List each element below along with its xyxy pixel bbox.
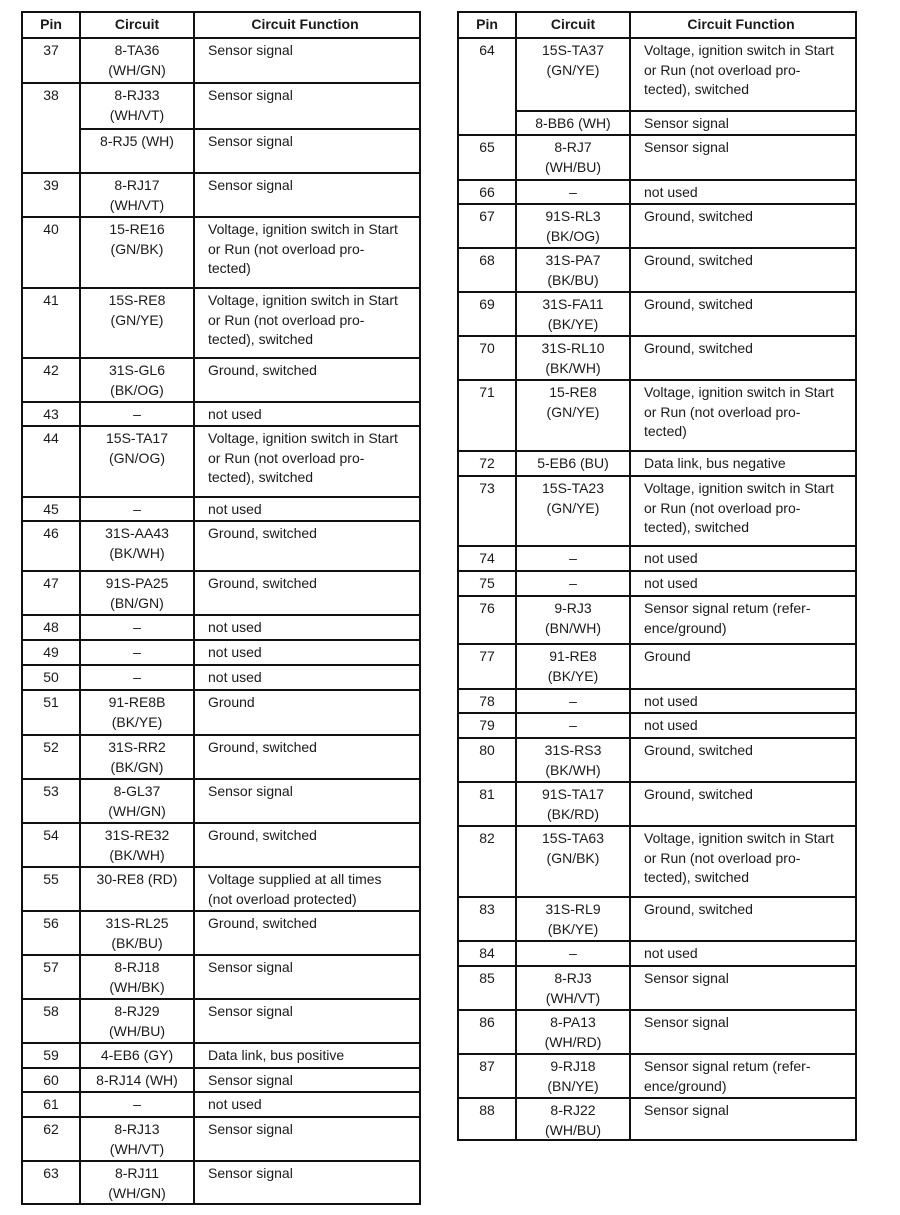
table-row xyxy=(459,1097,855,1139)
header-circuit-function: Circuit Function xyxy=(251,16,359,32)
table-row xyxy=(459,896,855,940)
circuit-code: 15S-TA63 (GN/BK) xyxy=(517,827,631,896)
circuit-function: Sensor signal xyxy=(644,970,729,986)
circuit-code: – xyxy=(517,572,631,595)
pin-number: 62 xyxy=(23,1118,81,1160)
header-pin: Pin xyxy=(23,13,81,37)
pin-number: 38 xyxy=(23,84,81,172)
pin-number: 76 xyxy=(459,597,517,643)
circuit-code: 8-GL37 (WH/GN) xyxy=(81,780,195,822)
circuit-function: Ground, switched xyxy=(208,915,317,931)
pin-number: 49 xyxy=(23,641,81,664)
pin-number: 67 xyxy=(459,205,517,247)
circuit-function: not used xyxy=(208,406,262,422)
circuit-function: Voltage, ignition switch in Start or Run (not overload pro- tected), switched xyxy=(208,430,398,485)
circuit-function: Data link, bus positive xyxy=(208,1047,345,1063)
circuit-code: 91-RE8B (BK/YE) xyxy=(81,691,195,734)
table-row xyxy=(459,688,855,712)
circuit-function: Sensor signal xyxy=(644,1102,729,1118)
circuit-function: not used xyxy=(208,501,262,517)
pin-number: 53 xyxy=(23,780,81,822)
circuit-code: 15S-RE8 (GN/YE) xyxy=(81,289,195,357)
pin-number: 59 xyxy=(23,1044,81,1067)
table-row xyxy=(459,643,855,688)
pin-number: 79 xyxy=(459,714,517,737)
circuit-function: Sensor signal xyxy=(208,177,293,193)
circuit-function: Sensor signal xyxy=(208,42,293,58)
circuit-function: not used xyxy=(644,717,698,733)
table-row xyxy=(459,203,855,247)
pin-number: 73 xyxy=(459,477,517,545)
pin-table-right xyxy=(457,11,857,1141)
circuit-code: 15S-TA37 (GN/YE) xyxy=(517,39,631,110)
circuit-function: not used xyxy=(644,693,698,709)
circuit-function: Ground, switched xyxy=(644,340,753,356)
circuit-function: Sensor signal xyxy=(208,1121,293,1137)
table-row xyxy=(459,965,855,1009)
circuit-code: 91-RE8 (BK/YE) xyxy=(517,645,631,688)
circuit-function: Sensor signal xyxy=(208,87,293,103)
circuit-subrow xyxy=(81,128,419,172)
pin-number: 41 xyxy=(23,289,81,357)
pin-table-left xyxy=(21,11,421,1205)
table-row xyxy=(23,998,419,1042)
table-row xyxy=(23,1116,419,1160)
pin-number: 72 xyxy=(459,452,517,475)
pin-number: 39 xyxy=(23,174,81,216)
circuit-code: 31S-RE32 (BK/WH) xyxy=(81,824,195,866)
circuit-function: not used xyxy=(208,669,262,685)
circuit-function: Sensor signal xyxy=(208,1072,293,1088)
header-circuit-function: Circuit Function xyxy=(687,16,795,32)
pin-number: 88 xyxy=(459,1099,517,1139)
table-row xyxy=(23,570,419,614)
circuit-code: 8-RJ29 (WH/BU) xyxy=(81,1000,195,1042)
pin-number: 69 xyxy=(459,293,517,335)
circuit-code: 8-RJ11 (WH/GN) xyxy=(81,1162,195,1203)
circuit-code: 4-EB6 (GY) xyxy=(81,1044,195,1067)
pin-number: 47 xyxy=(23,572,81,614)
circuit-code: 5-EB6 (BU) xyxy=(517,452,631,475)
pin-number: 54 xyxy=(23,824,81,866)
pin-number: 70 xyxy=(459,337,517,379)
table-row xyxy=(23,1042,419,1067)
circuit-code: 8-PA13 (WH/RD) xyxy=(517,1011,631,1053)
table-header xyxy=(459,13,855,37)
circuit-code: – xyxy=(81,616,195,639)
pin-number: 75 xyxy=(459,572,517,595)
table-row xyxy=(23,287,419,357)
circuit-code: 31S-RL10 (BK/WH) xyxy=(517,337,631,379)
circuit-function: not used xyxy=(208,644,262,660)
pin-number: 77 xyxy=(459,645,517,688)
pin-number: 61 xyxy=(23,1093,81,1116)
circuit-code: 31S-RR2 (BK/GN) xyxy=(81,736,195,778)
circuit-code: 31S-FA11 (BK/YE) xyxy=(517,293,631,335)
circuit-code: – xyxy=(81,641,195,664)
circuit-function: not used xyxy=(644,184,698,200)
pin-number: 43 xyxy=(23,403,81,425)
table-row xyxy=(23,778,419,822)
circuit-function: Ground, switched xyxy=(644,901,753,917)
pin-number: 63 xyxy=(23,1162,81,1203)
circuit-code: 31S-RL25 (BK/BU) xyxy=(81,912,195,954)
circuit-subrow xyxy=(517,110,855,134)
table-row xyxy=(23,37,419,82)
table-row xyxy=(23,82,419,172)
pin-number: 85 xyxy=(459,967,517,1009)
circuit-code: 15S-TA17 (GN/OG) xyxy=(81,427,195,496)
circuit-code: – xyxy=(81,403,195,425)
circuit-function: Voltage, ignition switch in Start or Run (not overload pro- tected), switched xyxy=(208,292,398,347)
table-row xyxy=(459,712,855,737)
circuit-function: Ground, switched xyxy=(644,786,753,802)
pin-number: 84 xyxy=(459,942,517,965)
circuit-code: 91S-PA25 (BN/GN) xyxy=(81,572,195,614)
pin-number: 51 xyxy=(23,691,81,734)
circuit-code: 8-RJ22 (WH/BU) xyxy=(517,1099,631,1139)
circuit-code: – xyxy=(517,942,631,965)
pin-number: 60 xyxy=(23,1069,81,1091)
circuit-function: Voltage supplied at all times (not overload protected) xyxy=(208,871,382,907)
table-row xyxy=(23,401,419,425)
circuit-function: Ground, switched xyxy=(644,742,753,758)
circuit-function: Sensor signal xyxy=(208,133,293,149)
table-row xyxy=(459,825,855,896)
circuit-code: 91S-TA17 (BK/RD) xyxy=(517,783,631,825)
table-row xyxy=(459,940,855,965)
circuit-code: 8-TA36 (WH/GN) xyxy=(81,39,195,82)
circuit-code: – xyxy=(517,714,631,737)
circuit-code: 31S-AA43 (BK/WH) xyxy=(81,522,195,570)
table-row xyxy=(23,866,419,910)
circuit-code: 15S-TA23 (GN/YE) xyxy=(517,477,631,545)
circuit-code: 31S-RS3 (BK/WH) xyxy=(517,739,631,781)
circuit-code: 31S-RL9 (BK/YE) xyxy=(517,898,631,940)
pin-number: 48 xyxy=(23,616,81,639)
table-row xyxy=(459,37,855,134)
pin-number: 55 xyxy=(23,868,81,910)
pin-number: 56 xyxy=(23,912,81,954)
table-row xyxy=(459,335,855,379)
table-row xyxy=(459,179,855,203)
pin-number: 74 xyxy=(459,547,517,570)
pin-number: 65 xyxy=(459,136,517,179)
pin-number: 52 xyxy=(23,736,81,778)
circuit-function: Ground xyxy=(208,694,255,710)
pin-number: 66 xyxy=(459,181,517,203)
circuit-function: Voltage, ignition switch in Start or Run (not overload pro- tected), switched xyxy=(644,830,834,885)
circuit-function: Ground, switched xyxy=(208,827,317,843)
pin-number: 80 xyxy=(459,739,517,781)
circuit-function: Ground, switched xyxy=(208,739,317,755)
table-row xyxy=(23,689,419,734)
circuit-code: – xyxy=(517,690,631,712)
circuit-code: 8-RJ33 (WH/VT) xyxy=(81,84,195,128)
table-row xyxy=(23,910,419,954)
table-row xyxy=(23,639,419,664)
table-row xyxy=(23,822,419,866)
circuit-function: Sensor signal xyxy=(644,139,729,155)
header-circuit: Circuit xyxy=(81,13,195,37)
table-row xyxy=(459,1053,855,1097)
circuit-function: not used xyxy=(208,1096,262,1112)
circuit-function: Sensor signal xyxy=(208,1165,293,1181)
circuit-function: Ground, switched xyxy=(208,525,317,541)
circuit-function: Sensor signal xyxy=(644,1014,729,1030)
pin-number: 57 xyxy=(23,956,81,998)
circuit-function: not used xyxy=(644,945,698,961)
pin-number: 86 xyxy=(459,1011,517,1053)
circuit-subrow xyxy=(517,39,855,110)
circuit-function: not used xyxy=(644,575,698,591)
circuit-code: 8-BB6 (WH) xyxy=(517,112,631,134)
pin-number: 58 xyxy=(23,1000,81,1042)
table-row xyxy=(23,1067,419,1091)
table-row xyxy=(23,734,419,778)
circuit-function: Voltage, ignition switch in Start or Run (not overload pro- tected), switched xyxy=(644,480,834,535)
pin-number: 45 xyxy=(23,498,81,520)
circuit-function: Voltage, ignition switch in Start or Run (not overload pro- tected) xyxy=(208,221,398,276)
table-row xyxy=(23,496,419,520)
table-row xyxy=(459,737,855,781)
circuit-code: 15-RE8 (GN/YE) xyxy=(517,381,631,450)
table-row xyxy=(23,425,419,496)
pin-number: 64 xyxy=(459,39,517,134)
table-row xyxy=(459,545,855,570)
circuit-code: 31S-GL6 (BK/OG) xyxy=(81,359,195,401)
pin-number: 50 xyxy=(23,666,81,689)
circuit-function: Sensor signal xyxy=(644,115,729,131)
table-row xyxy=(23,357,419,401)
pin-number: 81 xyxy=(459,783,517,825)
circuit-function: Ground, switched xyxy=(644,208,753,224)
pin-number: 37 xyxy=(23,39,81,82)
circuit-function: Voltage, ignition switch in Start or Run (not overload pro- tected), switched xyxy=(644,42,834,97)
circuit-code: – xyxy=(81,666,195,689)
pin-number: 46 xyxy=(23,522,81,570)
table-row xyxy=(23,954,419,998)
table-row xyxy=(23,664,419,689)
pin-number: 87 xyxy=(459,1055,517,1097)
circuit-code: – xyxy=(517,181,631,203)
circuit-code: 30-RE8 (RD) xyxy=(81,868,195,910)
circuit-code: 8-RJ18 (WH/BK) xyxy=(81,956,195,998)
circuit-function: Ground, switched xyxy=(644,252,753,268)
circuit-function: not used xyxy=(208,619,262,635)
pin-number: 71 xyxy=(459,381,517,450)
table-row xyxy=(459,291,855,335)
circuit-code: – xyxy=(81,498,195,520)
circuit-code: 8-RJ13 (WH/VT) xyxy=(81,1118,195,1160)
table-row xyxy=(23,1160,419,1203)
circuit-subrow xyxy=(81,84,419,128)
header-circuit: Circuit xyxy=(517,13,631,37)
table-row xyxy=(459,570,855,595)
circuit-code: 8-RJ17 (WH/VT) xyxy=(81,174,195,216)
circuit-function: Ground, switched xyxy=(208,575,317,591)
table-row xyxy=(459,1009,855,1053)
pin-number: 82 xyxy=(459,827,517,896)
table-row xyxy=(459,595,855,643)
circuit-code: 9-RJ3 (BN/WH) xyxy=(517,597,631,643)
table-row xyxy=(459,781,855,825)
pin-number: 44 xyxy=(23,427,81,496)
pin-number: 68 xyxy=(459,249,517,291)
table-row xyxy=(23,216,419,287)
circuit-code: – xyxy=(81,1093,195,1116)
pin-number: 42 xyxy=(23,359,81,401)
circuit-function: not used xyxy=(644,550,698,566)
circuit-code: 31S-PA7 (BK/BU) xyxy=(517,249,631,291)
circuit-function: Sensor signal xyxy=(208,1003,293,1019)
pin-number: 40 xyxy=(23,218,81,287)
circuit-code: 91S-RL3 (BK/OG) xyxy=(517,205,631,247)
circuit-function: Sensor signal retum (refer- ence/ground) xyxy=(644,600,811,636)
header-pin: Pin xyxy=(459,13,517,37)
circuit-code: 8-RJ5 (WH) xyxy=(81,130,195,172)
circuit-code: 8-RJ14 (WH) xyxy=(81,1069,195,1091)
circuit-code: 8-RJ7 (WH/BU) xyxy=(517,136,631,179)
pin-number: 78 xyxy=(459,690,517,712)
circuit-function: Data link, bus negative xyxy=(644,455,786,471)
table-row xyxy=(459,247,855,291)
circuit-code: 9-RJ18 (BN/YE) xyxy=(517,1055,631,1097)
table-header xyxy=(23,13,419,37)
table-row xyxy=(459,475,855,545)
circuit-function: Ground, switched xyxy=(644,296,753,312)
circuit-function: Sensor signal xyxy=(208,959,293,975)
circuit-function: Ground, switched xyxy=(208,362,317,378)
table-row xyxy=(23,614,419,639)
circuit-code: 8-RJ3 (WH/VT) xyxy=(517,967,631,1009)
circuit-function: Sensor signal retum (refer- ence/ground) xyxy=(644,1058,811,1094)
circuit-code: 15-RE16 (GN/BK) xyxy=(81,218,195,287)
circuit-function: Ground xyxy=(644,648,691,664)
table-row xyxy=(23,172,419,216)
circuit-code: – xyxy=(517,547,631,570)
table-row xyxy=(459,450,855,475)
table-row xyxy=(459,379,855,450)
table-row xyxy=(459,134,855,179)
circuit-function: Voltage, ignition switch in Start or Run (not overload pro- tected) xyxy=(644,384,834,439)
circuit-function: Sensor signal xyxy=(208,783,293,799)
table-row xyxy=(23,520,419,570)
pin-number: 83 xyxy=(459,898,517,940)
table-row xyxy=(23,1091,419,1116)
